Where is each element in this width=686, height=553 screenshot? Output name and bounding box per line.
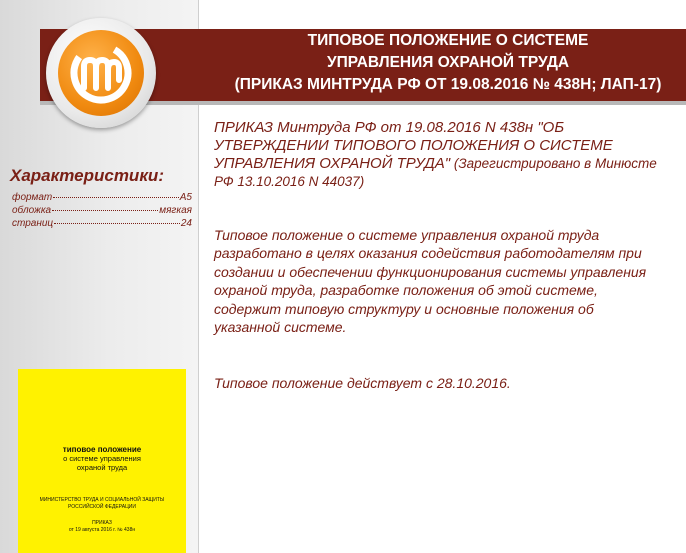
book-cover-title bbox=[18, 445, 186, 472]
page-title-line-1: ТИПОВОЕ ПОЛОЖЕНИЕ О СИСТЕМЕ bbox=[307, 32, 589, 49]
description-paragraph: Типовое положение о системе управления охраной труда разработано в целях оказания содействия работодателям при создании и обеспечении функционирования системы управления охраной труда, разработке положения об этой системе, содержит типовую структуру и основные положения об указанной системе. bbox=[214, 227, 647, 336]
characteristics-row-pages bbox=[12, 217, 192, 230]
book-title-sub-1: о системе управления bbox=[63, 454, 141, 463]
characteristics-row-cover bbox=[12, 204, 192, 217]
book-cover-image bbox=[18, 369, 186, 553]
order-registration: (Зарегистрировано в Минюсте РФ 13.10.2016 N 44037) bbox=[214, 156, 657, 189]
order-paragraph bbox=[214, 119, 662, 191]
book-order-line-1: ПРИКАЗ bbox=[92, 520, 112, 526]
book-cover-order bbox=[18, 520, 186, 533]
characteristics-list bbox=[12, 191, 192, 230]
page-title-line-3: (ПРИКАЗ МИНТРУДА РФ ОТ 19.08.2016 № 438Н; ЛАП-17) bbox=[234, 76, 662, 93]
characteristic-value: А5 bbox=[179, 192, 192, 203]
characteristic-label: обложка bbox=[12, 205, 52, 216]
book-title-sub-2: охраной труда bbox=[76, 463, 128, 472]
effective-date-paragraph: Типовое положение действует с 28.10.2016. bbox=[214, 375, 511, 392]
page-title-line-2: УПРАВЛЕНИЯ ОХРАНОЙ ТРУДА bbox=[326, 54, 570, 71]
book-cover-ministry bbox=[18, 497, 186, 510]
characteristic-value: 24 bbox=[180, 218, 192, 229]
characteristic-value: мягкая bbox=[159, 205, 192, 216]
characteristic-label: страниц bbox=[12, 218, 54, 229]
characteristics-row-format bbox=[12, 191, 192, 204]
logo-letter-mark bbox=[58, 30, 144, 116]
leader-dots bbox=[52, 210, 158, 211]
main-content bbox=[214, 119, 662, 392]
book-order-line-2: от 19 августа 2016 г. № 438н bbox=[68, 526, 136, 533]
book-ministry-line-1: МИНИСТЕРСТВО ТРУДА И СОЦИАЛЬНОЙ ЗАЩИТЫ bbox=[39, 497, 165, 503]
order-title: ПРИКАЗ Минтруда РФ от 19.08.2016 N 438н "ОБ УТВЕРЖДЕНИИ ТИПОВОГО ПОЛОЖЕНИЯ О СИСТЕМЕ УПРАВЛЕНИЯ ОХРАНОЙ ТРУДА" bbox=[214, 119, 613, 172]
leader-dots bbox=[53, 197, 179, 198]
characteristic-label: формат bbox=[12, 192, 53, 203]
leader-dots bbox=[54, 223, 180, 224]
characteristics-title: Характеристики: bbox=[10, 166, 164, 185]
book-title-main: типовое положение bbox=[62, 445, 142, 454]
book-ministry-line-2: РОССИЙСКОЙ ФЕДЕРАЦИИ bbox=[68, 503, 136, 510]
page-title bbox=[210, 30, 686, 96]
m-logo-icon bbox=[46, 18, 156, 128]
